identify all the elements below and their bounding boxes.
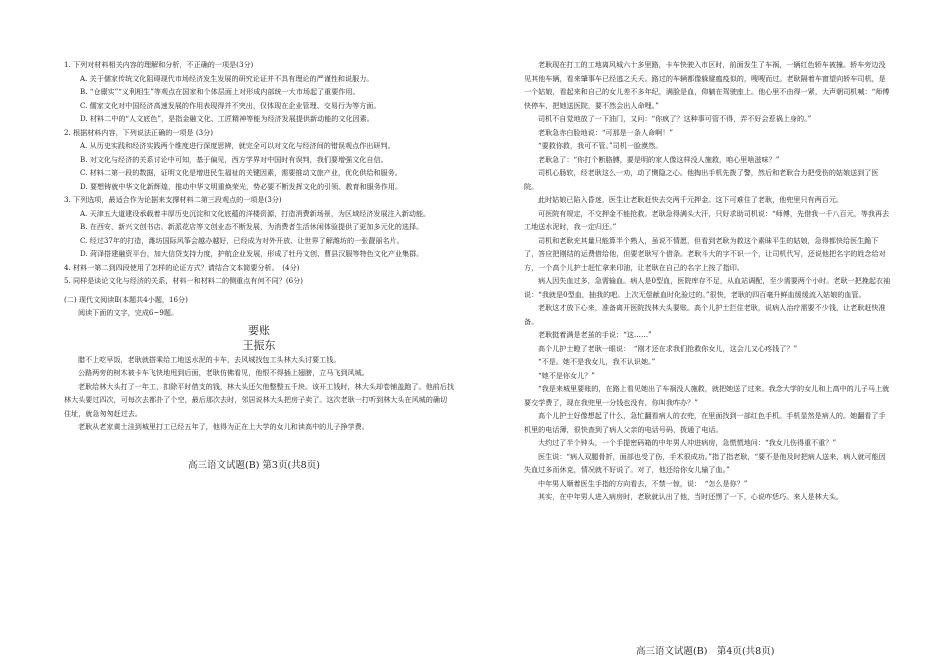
option-2d: D. 要想铸就中华文化新辉煌，推动中华文明重焕荣光，势必要不断发挥文化的引领、教育和服务作用。 [80,181,403,191]
option-3a: A. 天津五大道建设承载着丰厚历史沉淀和文化底蕴的洋楼资源，打造消费新场景，为区域经济发展注入新动能。 [80,208,431,218]
story-author: 王振东 [242,338,276,352]
page-footer-right: 高三语文试题(B) 第4页(共8页) [636,646,775,657]
right-page [524,58,892,504]
story-paragraph: 病人因失血过多，急需输血。病人是0型血，医院库存不足，从血站调配，至少需要两个小时。老耿一把挽起衣袖说：“我就是0型血，抽我的吧。上次无偿献血时化验过的。”很快，老耿的四百毫升鲜血缓缓流入姑娘的血管。 [524,276,891,299]
question-2-options [64,139,454,193]
option-2c: C. 材料二第一段的数据，证明文化是增进民生福祉的关键因素，需要推动文旅产业，优化供给和服务。 [80,168,402,177]
option-1d: D. 材料二中的“人文底色”，是指金融文化、工匠精神等能为经济发展提供新动能的文化因素。 [80,114,374,123]
question-2: 2. 根据材料内容，下列说法正确的一项是 (3分) [64,127,214,137]
story-paragraph: 医生说：“病人双腿骨折，面部也受了伤，手术很成功。”指了指老耿，“要不是他及时把病人送来，病人就可能因失血过多而休克，情况就不好说了。对了，他还给你女儿输了血。” [524,451,886,474]
reading-instruction: 阅读下面的文字，完成6~9题。 [78,308,179,317]
page-footer-left: 高三语文试题(B) 第3页(共8页) [188,460,320,471]
option-3c: C. 经过37年的打造，潍坊国际风筝会越办越好，已经成为对外开放、让世界了解潍坊的一张靓丽名片。 [80,235,404,245]
story-paragraph: “我是来城里要账的，在路上看见她出了车祸没人施救，就把她送了过来。我念大学的女儿和上高中的儿子马上就要交学费了，现在我兜里一分钱也没有，你叫我咋办？” [524,384,890,407]
option-2a: A. 从历史实践和经济实践两个维度进行深度思辨，就完全可以对文化与经济间的错误观点作出研判。 [80,141,395,150]
option-1b: B. “仓廪实”“义利相生”等观点在国家和个体层面上对形成内部统一大市场起了重要作用。 [80,87,360,96]
story-paragraph: 司机和老耿充其量只能算半个熟人，虽说不情愿，但看到老耿为救这个素昧平生的姑娘，急得都快给医生跪下了，答应把刚结的运费借给他，但要老耿写个借条。老耿斗大的字不识一个，让司机代写，还说他把名字的姓念给对方，一个高个儿护士赶忙拿来印油，让老耿在自己的名字上按了指印。 [524,235,886,272]
option-3d: D. 菏泽搭建融资平台，加大信贷支持力度，护航企业发展，形成了牡丹文创、曹县汉服等特色文化产业集群。 [80,249,424,258]
story-paragraph: “不是。她不是我女儿，我不认识她。” [538,357,656,366]
option-2b: B. 对文化与经济的关系讨论中可知，基于偏见，西方学界对中国时有误判，我们要增强文化自信。 [80,154,388,164]
story-paragraph: 老耿这才放下心来，准备离开医院找林大头要账。高个儿护士拦住老耿，说病人治疗需要不少钱，让老耿赶快准备。 [524,303,886,326]
story-paragraph: 腊不上吃早饭，老耿就搭乘给工地送水泥的卡车，去风城找包工头林大头讨要工钱。 [78,354,341,364]
question-4: 4. 材料一第二到四段使用了怎样的论证方式？请结合文本简要分析。 (4分) [64,262,300,272]
story-paragraph: 此时姑娘已陷入昏迷，医生让老耿赶快去交两千元押金。这下可难住了老耿，他兜里只有两百元。 [538,195,844,204]
option-3b: B. 在西安，新兴文创书店、新派花店等文创业态不断发展，为消费者生活休闲体验提供了更加多元化的选择。 [80,222,424,231]
question-3: 3. 下列选项，最适合作为论据来支撑材料二第三段观点的一项是(3分) [64,195,282,204]
story-paragraph: 老耿急赤白脸地说：“可那是一条人命啊！” [538,127,673,137]
story-paragraph: “她不是你女儿？” [538,370,595,380]
story-paragraph: 可医院有规定，不交押金不能抢救。老耿急得满头大汗，只好求助司机说：“师傅，先借我一千八百元，等我再去工地送水泥时，我一定归还。” [524,208,890,231]
story-paragraph: 老耿挺着满是老茧的手说：“这……” [538,330,652,339]
story-paragraph: “要救你救，我可不管。”司机一脸漠然。 [538,141,663,150]
question-1-options [64,72,454,126]
story-paragraph: 公路两旁的树木被卡车飞快地甩到后面，老耿仿佛看见，他恨不得插上翅膀，立马飞到风城。 [78,368,369,377]
story-paragraph: 老耿从老家黄土洼到城里打工已经五年了，他得为正在上大学的女儿和读高中的儿子挣学费。 [78,422,369,431]
story-paragraph: 其实，在中年男人进入病房时，老耿就认出了他，当时还愣了一下，心说咋恁巧。来人是林大头。 [538,492,844,501]
story-paragraph: 司机心肠软，经老耿这么一劝，动了恻隐之心。他掏出手机先拨了警，然后和老耿合力把受伤的姑娘送到了医院。 [524,168,879,191]
section-heading: (二) 现代文阅读Ⅱ(本题共4小题，16分) [64,294,188,304]
option-1c: C. 儒家文化对中国经济高速发展的作用表现得并不突出，仅体现在企业管理、交易行为等方面。 [80,100,381,110]
story-paragraph: 司机不自觉地放了一下油门，又问：“你疯了？这种事可管不得，弄不好会惹祸上身的。” [538,114,812,123]
story-paragraph: 老耿现在打工的工地离风城六十多里路，卡车快驶入市区时，前面发生了车祸，一辆红色轿车被撞。轿车旁边没见其他车辆，看来肇事车已经逃之夭夭。路过的车辆都像躲避瘟疫似的，嗖嗖而过。老耿隔着车窗望向轿车司机，是一个姑娘，看起来和自己的女儿差不多年纪，满脸是血，仰躺在驾驶座上。他心里不由得一紧，大声朝司机喊：“师傅快停车，把她送医院，要不然会出人命哩。” [524,60,890,110]
story-paragraph: 中年男人顺着医生手指的方向看去，不禁一惊，说： “怎么是你？” [538,478,748,488]
question-1: 1. 下列对材料相关内容的理解和分析，不正确的一项是(3分) [64,60,254,69]
story-title: 要账 [248,323,270,337]
question-5: 5. 同样是谈论文化与经济的关系，材料一和材料二的侧重点有何不同？(6分) [64,276,303,285]
story-paragraph: 高个儿护士好像想起了什么，急忙翻看病人的衣兜，在里面找到一部红色手机。手机显然是病人的。她翻看了手机里的电话簿，很快查到了病人父亲的电话号码，拨通了电话。 [524,411,886,434]
story-paragraph: 大约过了半个钟头，一个手提密码箱的中年男人冲进病房，急慌慌地问：“我女儿伤得重不重？” [538,438,837,447]
story-paragraph: 老耿给林大头打了一年工，扣除平时借支的钱，林大头还欠他整整五千块。该开工钱时，林大头却卷铺盖跑了。他前后找林大头要过四次，可每次去都扑了个空，最后那次去时，邻居说林大头把房子卖了。这次老耿一打听到林大头在风城的确切住址，就急匆匆赶过去。 [64,381,454,418]
question-3-options [64,207,454,261]
story-paragraph: 高个儿护士瞪了老耿一眼说： “刚才还在求我们抢救你女儿，这会儿又心疼钱了？” [538,343,798,353]
story-paragraph: 老耿急了：“你打个断胳膊，要是明的家人像这样没人施救，咱心里啥滋味？” [538,154,780,164]
left-page [64,58,454,434]
option-1a: A. 关于儒家传统文化阻碍现代市场经济发生发展的研究论证并不具有理论的严谨性和说服力。 [80,73,374,83]
